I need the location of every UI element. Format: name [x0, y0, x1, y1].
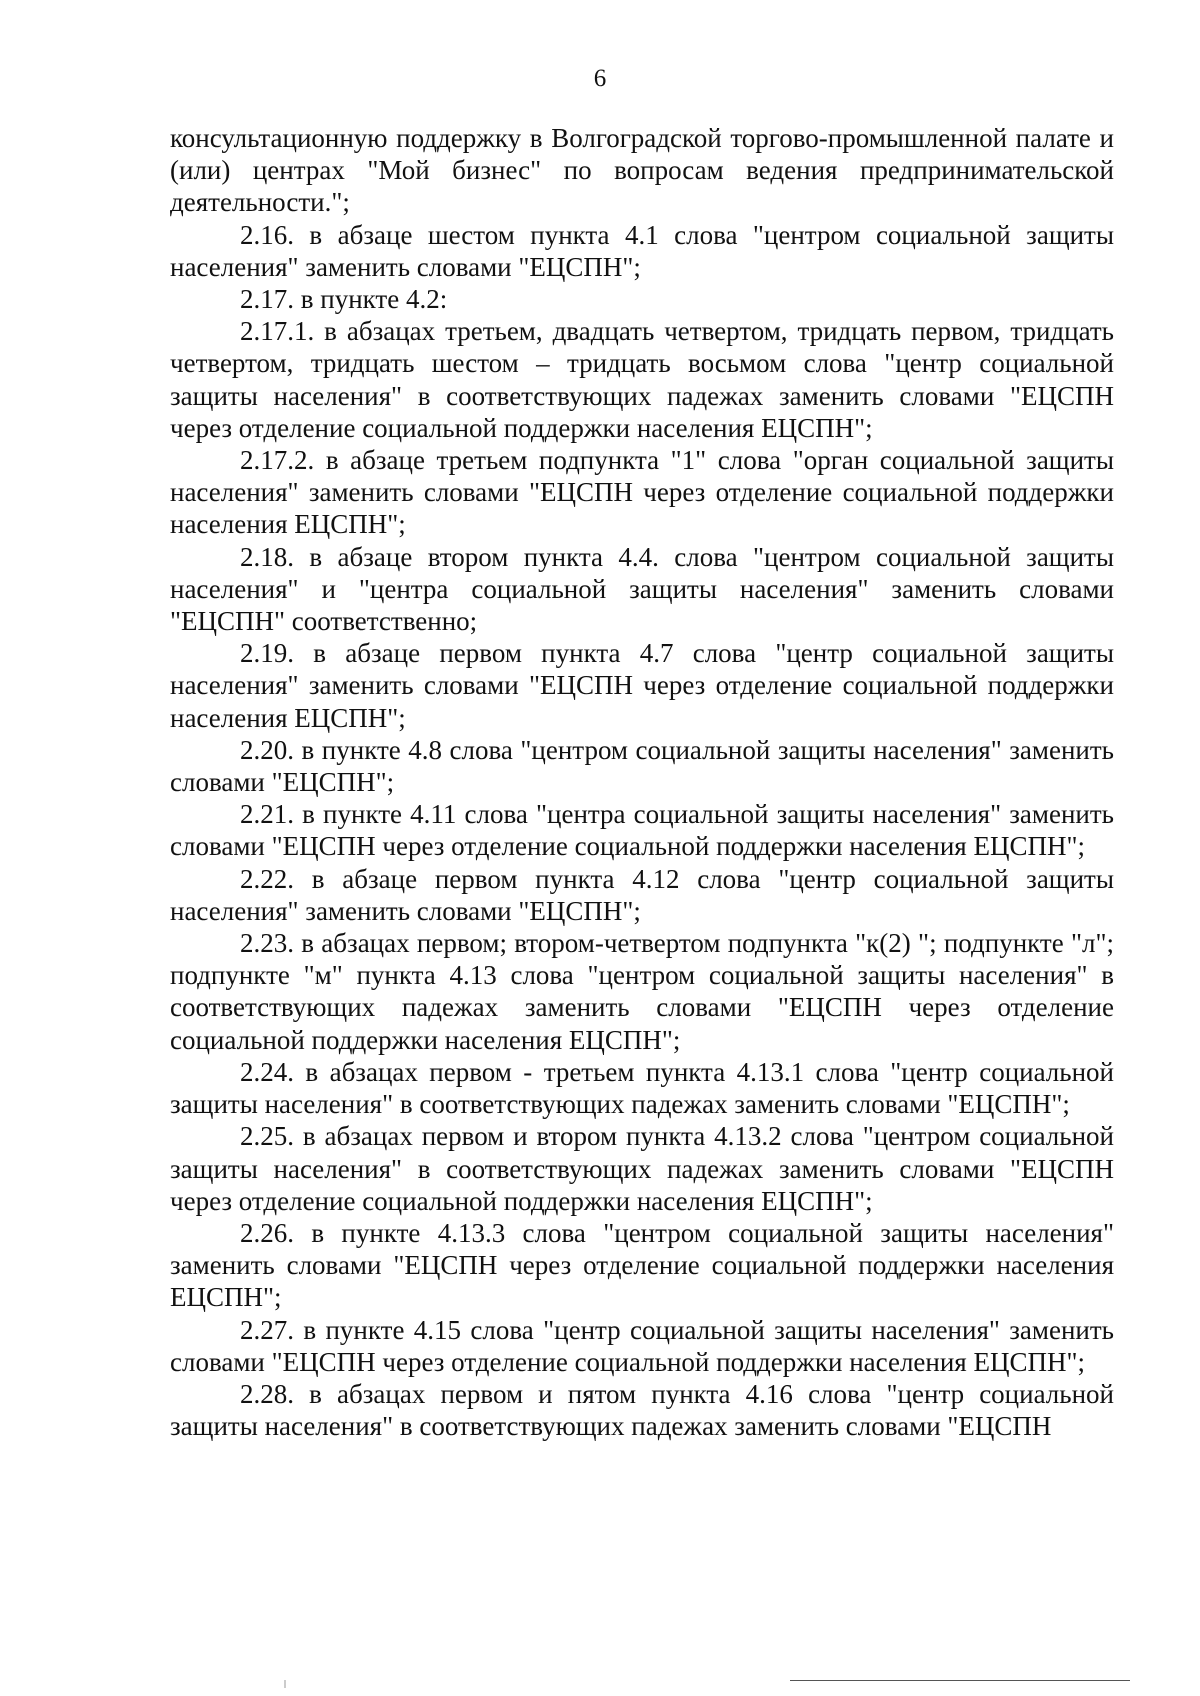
paragraph-item-2-24: 2.24. в абзацах первом - третьем пункта 4.13.1 слова "центр социальной защиты населения" в соответствующих падежах заменить словами "ЕЦСПН";: [170, 1056, 1114, 1120]
page-number: 6: [593, 65, 607, 92]
paragraph-item-2-19: 2.19. в абзаце первом пункта 4.7 слова "центр социальной защиты населения" заменить словами "ЕЦСПН через отделение социальной поддержки населения ЕЦСПН";: [170, 638, 1114, 733]
scan-mark: [284, 1680, 286, 1688]
paragraph-continuation: консультационную поддержку в Волгоградской торгово-промышленной палате и (или) центрах "Мой бизнес" по вопросам ведения предпринимательской деятельности.";: [170, 123, 1114, 218]
paragraph-item-2-17-1: 2.17.1. в абзацах третьем, двадцать четвертом, тридцать первом, тридцать четвертом, тридцать шестом – тридцать восьмом слова "центр социальной защиты населения" в соответствующих падежах заменить словами "ЕЦСПН через отделение социальной поддержки населения ЕЦСПН";: [170, 316, 1114, 443]
paragraph-item-2-17: 2.17. в пункте 4.2:: [240, 284, 448, 315]
paragraph-item-2-28: 2.28. в абзацах первом и пятом пункта 4.16 слова "центр социальной защиты населения" в соответствующих падежах заменить словами "ЕЦСПН: [170, 1378, 1114, 1442]
paragraph-item-2-21: 2.21. в пункте 4.11 слова "центра социальной защиты населения" заменить словами "ЕЦСПН через отделение социальной поддержки населения ЕЦСПН";: [170, 799, 1114, 862]
paragraph-item-2-26: 2.26. в пункте 4.13.3 слова "центром социальной защиты населения" заменить словами "ЕЦСПН через отделение социальной поддержки населения ЕЦСПН";: [170, 1217, 1114, 1313]
paragraph-item-2-27: 2.27. в пункте 4.15 слова "центр социальной защиты населения" заменить словами "ЕЦСПН через отделение социальной поддержки населения ЕЦСПН";: [170, 1314, 1114, 1377]
paragraph-item-2-17-2: 2.17.2. в абзаце третьем подпункта "1" слова "орган социальной защиты населения" заменить словами "ЕЦСПН через отделение социальной поддержки населения ЕЦСПН";: [170, 445, 1114, 540]
document-body: [170, 122, 1114, 1442]
paragraph-item-2-16: 2.16. в абзаце шестом пункта 4.1 слова "центром социальной защиты населения" заменить словами "ЕЦСПН";: [170, 219, 1114, 282]
paragraph-item-2-20: 2.20. в пункте 4.8 слова "центром социальной защиты населения" заменить словами "ЕЦСПН";: [170, 734, 1114, 798]
paragraph-item-2-22: 2.22. в абзаце первом пункта 4.12 слова "центр социальной защиты населения" заменить словами "ЕЦСПН";: [170, 863, 1114, 926]
paragraph-item-2-25: 2.25. в абзацах первом и втором пункта 4.13.2 слова "центром социальной защиты населения" в соответствующих падежах заменить словами "ЕЦСПН через отделение социальной поддержки населения ЕЦСПН";: [170, 1121, 1114, 1216]
paragraph-item-2-23: 2.23. в абзацах первом; втором-четвертом подпункта "к(2) "; подпункте "л"; подпункте "м" пункта 4.13 слова "центром социальной защиты населения" в соответствующих падежах заменить словами "ЕЦСПН через отделение социальной поддержки населения ЕЦСПН";: [170, 928, 1114, 1055]
footer-rule: [790, 1680, 1130, 1681]
paragraph-item-2-18: 2.18. в абзаце втором пункта 4.4. слова "центром социальной защиты населения" и "центра социальной защиты населения" заменить словами "ЕЦСПН" соответственно;: [170, 541, 1114, 637]
